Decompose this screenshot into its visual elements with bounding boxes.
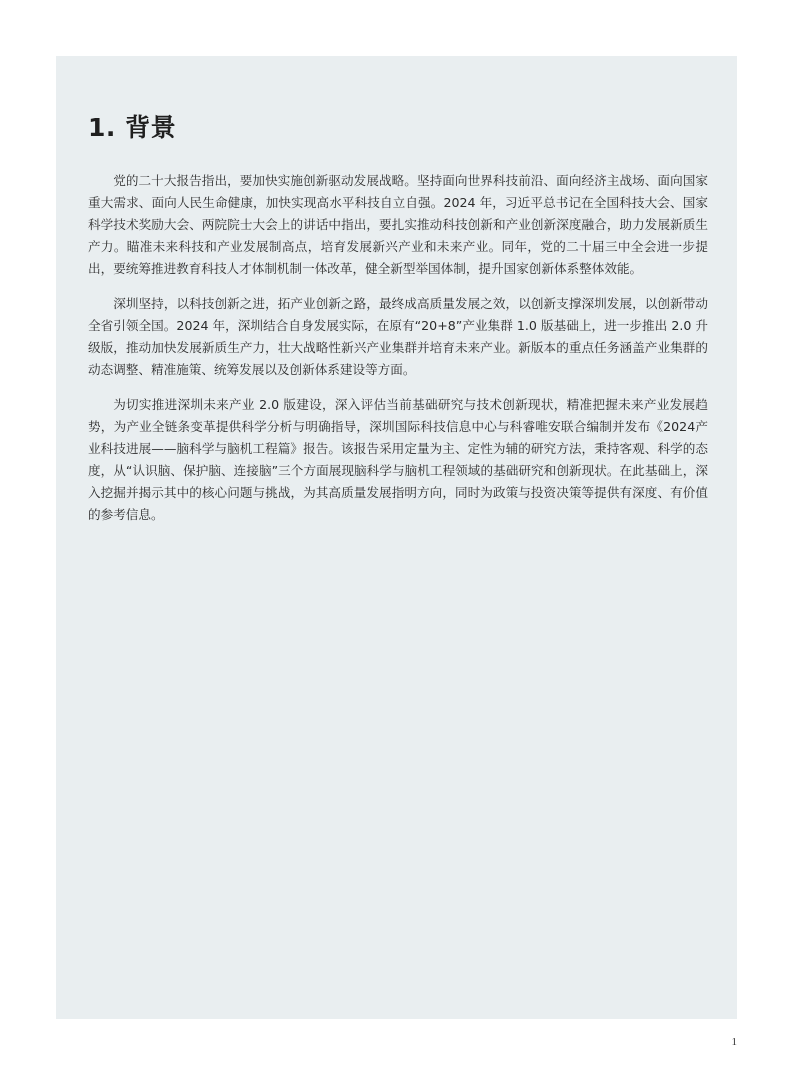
- content-panel: [56, 56, 737, 1019]
- paragraph-2: 深圳坚持，以科技创新之进，拓产业创新之路，最终成高质量发展之效，以创新支撑深圳发展，以创新带动全省引领全国。2024 年，深圳结合自身发展实际，在原有“20+8”产业集群 1.0 版基础上，进一步推出 2.0 升级版，推动加快发展新质生产力，壮大战略性新兴产业集群并培育未来产业。新版本的重点任务涵盖产业集群的动态调整、精准施策、统筹发展以及创新体系建设等方面。: [88, 296, 708, 377]
- section-content: [88, 108, 708, 539]
- paragraph-1: 党的二十大报告指出，要加快实施创新驱动发展战略。坚持面向世界科技前沿、面向经济主战场、面向国家重大需求、面向人民生命健康，加快实现高水平科技自立自强。2024 年，习近平总书记在全国科技大会、国家科学技术奖励大会、两院院士大会上的讲话中指出，要扎实推动科技创新和产业创新深度融合，助力发展新质生产力。瞄准未来科技和产业发展制高点，培育发展新兴产业和未来产业。同年，党的二十届三中全会进一步提出，要统筹推进教育科技人才体制机制一体改革，健全新型举国体制，提升国家创新体系整体效能。: [88, 173, 708, 276]
- section-title: 1. 背景: [88, 113, 177, 142]
- paragraph-3: 为切实推进深圳未来产业 2.0 版建设，深入评估当前基础研究与技术创新现状，精准把握未来产业发展趋势，为产业全链条变革提供科学分析与明确指导，深圳国际科技信息中心与科睿唯安联合编制并发布《2024产业科技进展——脑科学与脑机工程篇》报告。该报告采用定量为主、定性为辅的研究方法，秉持客观、科学的态度，从“认识脑、保护脑、连接脑”三个方面展现脑科学与脑机工程领域的基础研究和创新现状。在此基础上，深入挖掘并揭示其中的核心问题与挑战，为其高质量发展指明方向，同时为政策与投资决策等提供有深度、有价值的参考信息。: [88, 397, 708, 522]
- page-number: 1: [731, 1036, 737, 1048]
